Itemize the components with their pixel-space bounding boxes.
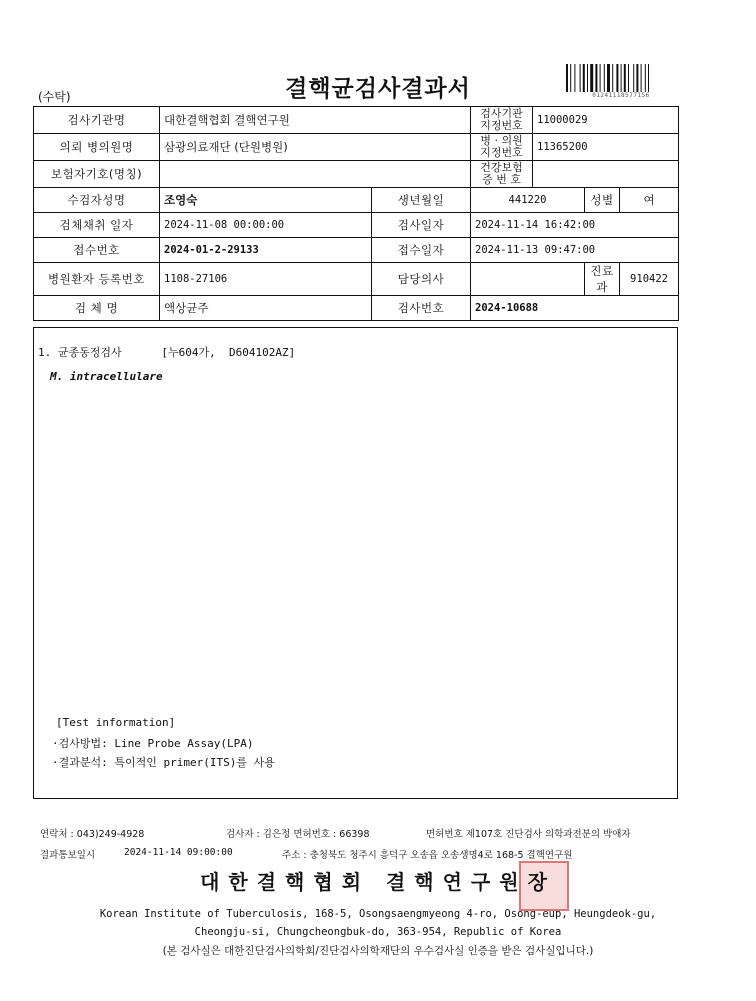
lab-code-label: 검사기관 지정번호 <box>471 107 533 134</box>
barcode-bar <box>604 64 605 92</box>
insured-label: 보험자기호(명칭) <box>34 161 160 188</box>
receipt-no-label: 접수번호 <box>34 238 160 263</box>
barcode-bar <box>595 64 597 92</box>
address: 주소 : 충청북도 청주시 흥덕구 오송읍 오송생명4로 168-5 결핵연구원 <box>282 850 573 861</box>
hospital-code: 11365200 <box>533 134 679 161</box>
notify-label: 결과통보일시 <box>40 850 96 861</box>
collect-date: 2024-11-08 00:00:00 <box>160 213 372 238</box>
certification-note: (본 검사실은 대한진단검사의학회/진단검사의학재단의 우수검사실 인증을 받은 검사실입니다.) <box>162 945 594 957</box>
barcode-bar <box>587 64 588 92</box>
test-date: 2024-11-14 16:42:00 <box>471 213 679 238</box>
result-analysis: ·결과분석: 특이적인 primer(ITS)를 사용 <box>52 756 275 769</box>
results-section <box>33 327 678 799</box>
barcode-bar <box>607 64 610 92</box>
barcode-bar <box>583 64 585 92</box>
barcode-bar <box>621 64 622 92</box>
receipt-no: 2024-01-2-29133 <box>160 238 372 263</box>
test-no: 2024-10688 <box>471 296 679 321</box>
test-method: ·검사방법: Line Probe Assay(LPA) <box>52 737 254 750</box>
barcode-bar <box>590 64 593 92</box>
test-date-label: 검사일자 <box>372 213 471 238</box>
hospital-code-label: 병 · 의원 지정번호 <box>471 134 533 161</box>
license-note: 면허번호 제107호 진단검사 의학과전분의 박애자 <box>426 829 631 840</box>
health-insurance-value <box>533 161 679 188</box>
english-address-line-2: Cheongju-si, Chungcheongbuk-do, 363-954, Republic of Korea <box>194 926 562 938</box>
tester-info: 검사자 : 김은정 면허번호 : 66398 <box>226 829 370 840</box>
lab-name: 대한결핵협회 결핵연구원 <box>160 107 471 134</box>
patient-info-table <box>33 106 679 321</box>
test-item-line: 1. 균종동정검사 [누604가, D604102AZ] <box>38 346 296 359</box>
receipt-date-label: 접수일자 <box>372 238 471 263</box>
department-label: 진료과 <box>585 263 620 296</box>
collect-date-label: 검체채취 일자 <box>34 213 160 238</box>
barcode-number: 01241118577156 <box>592 92 650 99</box>
request-hospital-label: 의뢰 병의원명 <box>34 134 160 161</box>
doctor-label: 담당의사 <box>372 263 471 296</box>
barcode-bar <box>600 64 601 92</box>
barcode-bar <box>641 64 642 92</box>
organization-name: 대한결핵협회 결핵연구원장 <box>200 870 556 894</box>
barcode-bar <box>566 64 568 92</box>
specimen-label: 검 체 명 <box>34 296 160 321</box>
barcode-bar <box>612 64 613 92</box>
barcode-bar <box>570 64 571 92</box>
barcode-bar <box>624 64 626 92</box>
barcode-bar <box>645 64 646 92</box>
department-value: 910422 <box>620 263 679 296</box>
insured-value <box>160 161 471 188</box>
document-title: 결핵균검사결과서 <box>285 75 471 102</box>
barcode-bar <box>628 64 629 92</box>
patient-name: 조영숙 <box>160 188 372 213</box>
health-insurance-label: 건강보험 증 번 호 <box>471 161 533 188</box>
test-no-label: 검사번호 <box>372 296 471 321</box>
sex-label: 성별 <box>585 188 620 213</box>
registration-no: 1108-27106 <box>160 263 372 296</box>
barcode-bar <box>633 64 634 92</box>
barcode <box>566 64 676 92</box>
specimen-value: 액상균주 <box>160 296 372 321</box>
test-info-title: [Test information] <box>56 716 176 729</box>
registration-no-label: 병원환자 등록번호 <box>34 263 160 296</box>
contact-info: 연락처 : 043)249-4928 <box>40 829 145 840</box>
barcode-bar <box>580 64 581 92</box>
english-address-line-1: Korean Institute of Tuberculosis, 168-5, Osongsaengmyeong 4-ro, Osong-eup, Heungdeok-gu, <box>99 908 657 920</box>
lab-code: 11000029 <box>533 107 679 134</box>
doctor-value <box>471 263 585 296</box>
receipt-date: 2024-11-13 09:47:00 <box>471 238 679 263</box>
barcode-bar <box>648 64 649 92</box>
barcode-bar <box>636 64 638 92</box>
barcode-bar <box>574 64 575 92</box>
sex-value: 여 <box>620 188 679 213</box>
lab-name-label: 검사기관명 <box>34 107 160 134</box>
receiver-label: (수탁) <box>38 90 71 104</box>
birth-label: 생년월일 <box>372 188 471 213</box>
barcode-bar <box>616 64 618 92</box>
organism-result: M. intracellulare <box>50 370 163 383</box>
birth-date: 441220 <box>471 188 585 213</box>
notify-date: 2024-11-14 09:00:00 <box>124 847 233 858</box>
request-hospital: 삼광의료재단 (단원병원) <box>160 134 471 161</box>
patient-name-label: 수검자성명 <box>34 188 160 213</box>
